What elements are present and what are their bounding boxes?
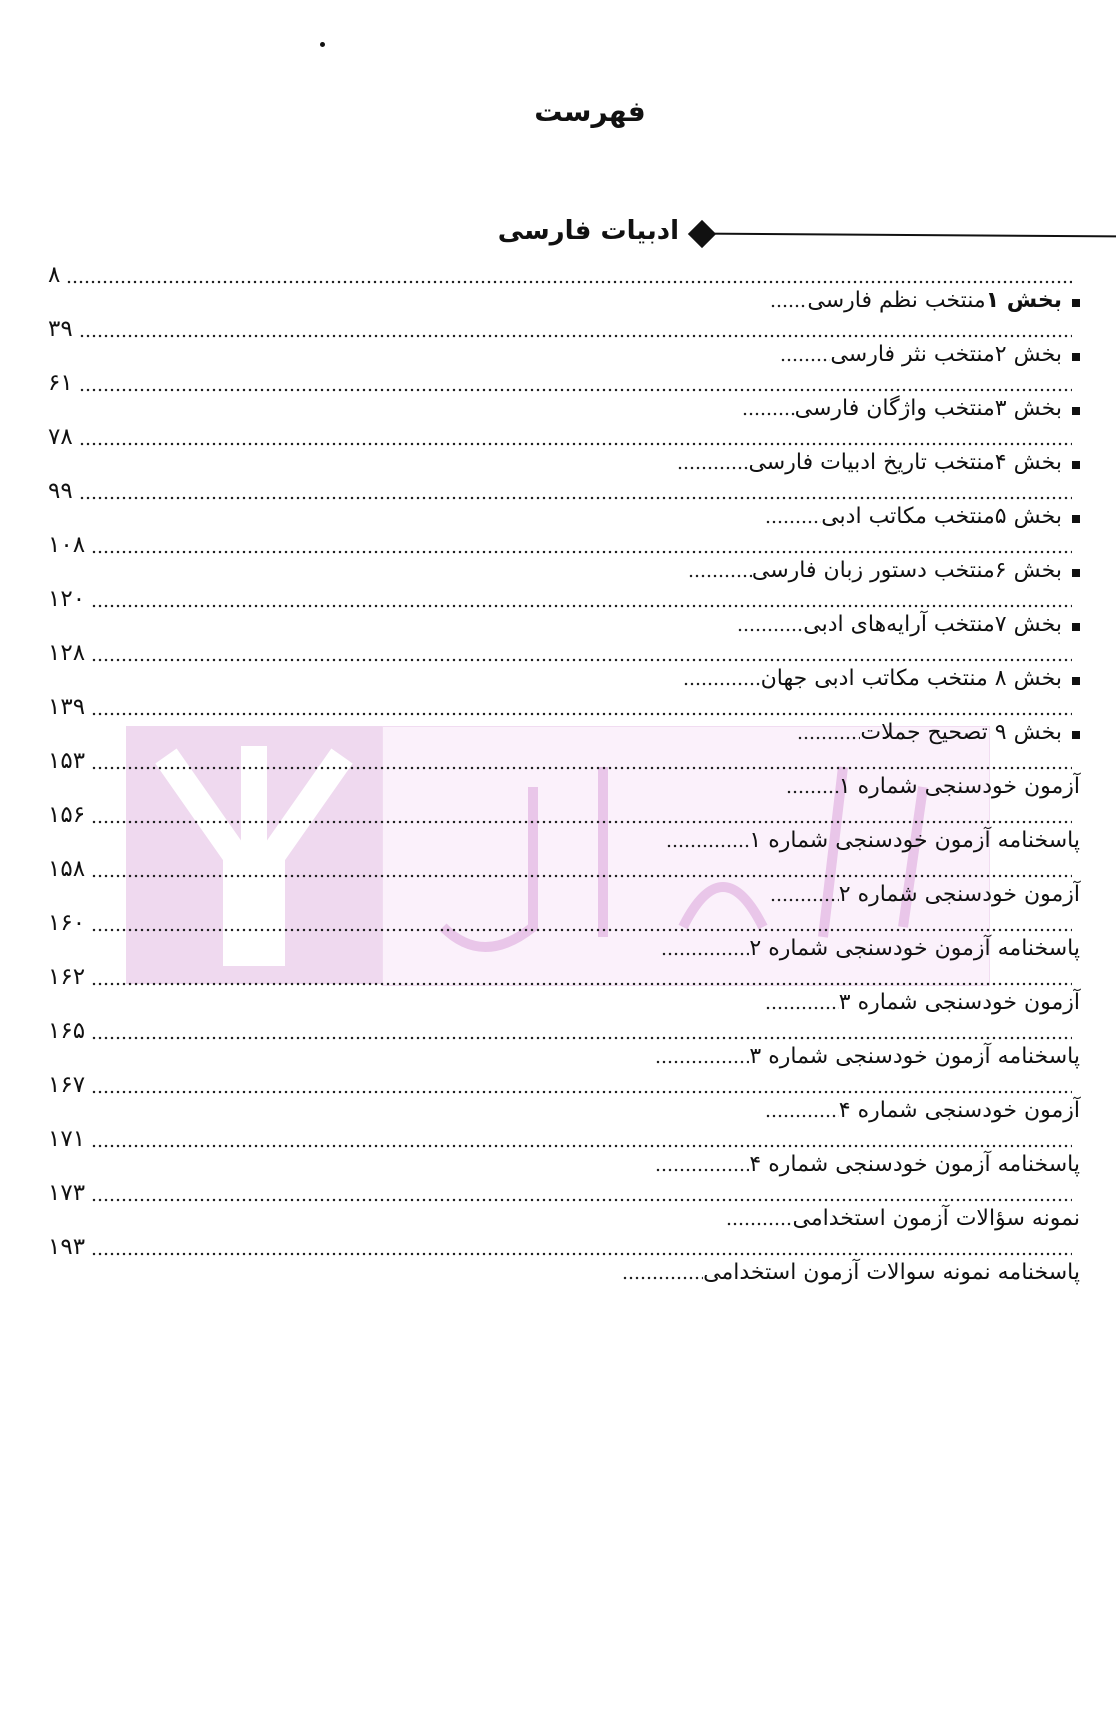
page-number: ۱۶۷ (48, 1072, 86, 1098)
page-number: ۱۲۰ (48, 586, 86, 612)
table-of-contents (0, 262, 1116, 1288)
entry-title (803, 610, 1062, 640)
dot-leader (91, 657, 1072, 663)
entry-title-text: منتخب واژگان فارسی (794, 396, 995, 421)
square-bullet-icon (1072, 731, 1080, 739)
toc-entry[interactable] (0, 802, 1116, 856)
toc-entry[interactable] (0, 424, 1116, 478)
dot-leader (91, 927, 1072, 933)
page-number-line (48, 424, 1072, 450)
toc-entry[interactable] (0, 748, 1116, 802)
dot-leader (79, 495, 1072, 501)
entry-title-line (765, 988, 1080, 1018)
section-rule (708, 233, 1116, 238)
entry-title-line (677, 448, 1080, 478)
square-bullet-icon (1072, 461, 1080, 469)
entry-title (752, 556, 1062, 586)
square-bullet-icon (1072, 299, 1080, 307)
page-number: ۱۷۱ (48, 1126, 86, 1152)
page-number-line (48, 532, 1072, 558)
page-number-line (48, 316, 1072, 342)
dot-leader (780, 357, 830, 363)
page-number: ۶۱ (48, 370, 73, 396)
page-number-line (48, 1234, 1072, 1260)
entry-title-line (742, 394, 1080, 424)
toc-entry[interactable] (0, 694, 1116, 748)
dot-leader (91, 819, 1072, 825)
dot-leader (688, 573, 752, 579)
entry-title-text: پاسخنامه آزمون خودسنجی شماره ۱ (749, 828, 1080, 853)
square-bullet-icon (1072, 407, 1080, 415)
page-number: ۱۶۵ (48, 1018, 86, 1044)
entry-title (761, 664, 1062, 694)
dot-leader (91, 1143, 1072, 1149)
toc-entry[interactable] (0, 910, 1116, 964)
entry-title-text: منتخب آرایه‌های ادبی (803, 612, 995, 637)
dot-leader (91, 603, 1072, 609)
page-number: ۱۰۸ (48, 532, 86, 558)
entry-prefix: بخش ۵ (994, 504, 1062, 529)
page-title: فهرست (534, 95, 646, 128)
page-number-line (48, 586, 1072, 612)
entry-title-line (688, 556, 1080, 586)
entry-title-text: منتخب تاریخ ادبیات فارسی (748, 450, 995, 475)
page-number-line (48, 748, 1072, 774)
entry-title (795, 394, 1062, 424)
toc-entry[interactable] (0, 586, 1116, 640)
entry-title (703, 1258, 1080, 1288)
dot-leader (666, 843, 749, 849)
toc-entry[interactable] (0, 640, 1116, 694)
toc-entry[interactable] (0, 316, 1116, 370)
toc-entry[interactable] (0, 262, 1116, 316)
entry-title-text: منتخب نثر فارسی (830, 342, 995, 367)
toc-entry[interactable] (0, 532, 1116, 586)
diamond-icon (688, 220, 716, 248)
entry-title (748, 448, 1062, 478)
entry-title-line (770, 286, 1080, 316)
entry-title-line (622, 1258, 1080, 1288)
page-number-line (48, 910, 1072, 936)
entry-title-text: پاسخنامه آزمون خودسنجی شماره ۴ (749, 1152, 1080, 1177)
dot-leader (91, 1035, 1072, 1041)
entry-title-line (655, 1042, 1080, 1072)
entry-prefix: بخش ۹ (994, 720, 1062, 745)
entry-title-text: منتخب نظم فارسی (807, 288, 986, 313)
entry-title-line (655, 1150, 1080, 1180)
dot-leader (765, 519, 821, 525)
toc-entry[interactable] (0, 964, 1116, 1018)
dot-leader (91, 981, 1072, 987)
entry-title (793, 1204, 1080, 1234)
dot-leader (79, 441, 1072, 447)
entry-title (749, 826, 1080, 856)
page-number-line (48, 1180, 1072, 1206)
dot-leader (622, 1275, 703, 1281)
entry-title-text: آزمون خودسنجی شماره ۱ (838, 774, 1080, 799)
entry-title-line (661, 934, 1080, 964)
entry-title-line (765, 1096, 1080, 1126)
dot-leader (770, 897, 839, 903)
entry-title (860, 718, 1062, 748)
entry-prefix: بخش ۳ (994, 396, 1062, 421)
page-number: ۱۲۸ (48, 640, 86, 666)
dot-leader (683, 681, 761, 687)
entry-title (807, 286, 1062, 316)
section-header (0, 216, 1116, 256)
entry-title-text: پاسخنامه نمونه سوالات آزمون استخدامی (703, 1260, 1080, 1285)
page-number-line (48, 694, 1072, 720)
toc-entry[interactable] (0, 1126, 1116, 1180)
square-bullet-icon (1072, 623, 1080, 631)
dot-leader (79, 387, 1072, 393)
dot-leader (770, 303, 807, 309)
entry-title (749, 1042, 1080, 1072)
dot-leader (91, 549, 1072, 555)
ink-speck (320, 42, 325, 47)
entry-prefix: بخش ۸ (994, 666, 1062, 691)
entry-title-text: منتخب مکاتب ادبی جهان (760, 666, 995, 691)
page-number: ۸ (48, 262, 61, 288)
entry-title-line (726, 1204, 1080, 1234)
dot-leader (765, 1113, 839, 1119)
entry-title-line (765, 502, 1080, 532)
page-number: ۱۳۹ (48, 694, 86, 720)
dot-leader (66, 279, 1072, 285)
entry-title-line (786, 772, 1080, 802)
page-number-line (48, 1018, 1072, 1044)
entry-title (830, 340, 1062, 370)
entry-title-text: منتخب مکاتب ادبی (821, 504, 995, 529)
dot-leader (661, 951, 749, 957)
page-number-line (48, 856, 1072, 882)
page-number-line (48, 1126, 1072, 1152)
entry-title-text: پاسخنامه آزمون خودسنجی شماره ۲ (749, 936, 1080, 961)
entry-title-text: آزمون خودسنجی شماره ۴ (838, 1098, 1080, 1123)
entry-title-text: نمونه سؤالات آزمون استخدامی (792, 1206, 1080, 1231)
entry-title (749, 934, 1080, 964)
dot-leader (765, 1005, 839, 1011)
dot-leader (91, 1197, 1072, 1203)
page-number: ۱۵۶ (48, 802, 86, 828)
page-number-line (48, 478, 1072, 504)
toc-entry[interactable] (0, 1072, 1116, 1126)
page-number-line (48, 370, 1072, 396)
entry-title-line (666, 826, 1080, 856)
page-number-line (48, 1072, 1072, 1098)
page-number: ۱۵۳ (48, 748, 86, 774)
page-number: ۱۹۳ (48, 1234, 86, 1260)
dot-leader (655, 1059, 749, 1065)
page-number: ۱۷۳ (48, 1180, 86, 1206)
dot-leader (91, 765, 1072, 771)
entry-title (821, 502, 1062, 532)
entry-prefix: بخش ۶ (994, 558, 1062, 583)
entry-prefix: بخش ۷ (994, 612, 1062, 637)
page-number-line (48, 964, 1072, 990)
dot-leader (677, 465, 748, 471)
entry-title-line (797, 718, 1080, 748)
entry-title-text: تصحیح جملات (860, 720, 995, 745)
entry-title (839, 988, 1080, 1018)
entry-title-line (683, 664, 1080, 694)
dot-leader (91, 1251, 1072, 1257)
page-number: ۷۸ (48, 424, 73, 450)
dot-leader (91, 1089, 1072, 1095)
entry-title (839, 880, 1080, 910)
dot-leader (797, 735, 860, 741)
dot-leader (79, 333, 1072, 339)
square-bullet-icon (1072, 353, 1080, 361)
toc-entry[interactable] (0, 1234, 1116, 1288)
entry-title (839, 1096, 1080, 1126)
entry-title-line (780, 340, 1080, 370)
toc-entry[interactable] (0, 370, 1116, 424)
toc-entry[interactable] (0, 856, 1116, 910)
entry-title (749, 1150, 1080, 1180)
toc-entry[interactable] (0, 1180, 1116, 1234)
square-bullet-icon (1072, 515, 1080, 523)
entry-title-line (737, 610, 1080, 640)
entry-title (839, 772, 1080, 802)
entry-prefix: بخش ۲ (994, 342, 1062, 367)
page-number: ۱۵۸ (48, 856, 86, 882)
entry-title-text: آزمون خودسنجی شماره ۳ (838, 990, 1080, 1015)
dot-leader (91, 873, 1072, 879)
page-number: ۹۹ (48, 478, 73, 504)
square-bullet-icon (1072, 677, 1080, 685)
dot-leader (742, 411, 795, 417)
section-heading: ادبیات فارسی (497, 216, 679, 246)
entry-title-text: پاسخنامه آزمون خودسنجی شماره ۳ (749, 1044, 1080, 1069)
dot-leader (91, 711, 1072, 717)
toc-entry[interactable] (0, 478, 1116, 532)
page-number-line (48, 262, 1072, 288)
page-number: ۳۹ (48, 316, 73, 342)
dot-leader (655, 1167, 749, 1173)
entry-title-text: منتخب دستور زبان فارسی (751, 558, 995, 583)
entry-prefix: بخش ۱ (985, 288, 1062, 313)
dot-leader (737, 627, 803, 633)
page-number: ۱۶۰ (48, 910, 86, 936)
dot-leader (786, 789, 839, 795)
entry-title-line (770, 880, 1080, 910)
page-number-line (48, 802, 1072, 828)
entry-title-text: آزمون خودسنجی شماره ۲ (838, 882, 1080, 907)
entry-prefix: بخش ۴ (994, 450, 1062, 475)
square-bullet-icon (1072, 569, 1080, 577)
dot-leader (726, 1221, 793, 1227)
page-number: ۱۶۲ (48, 964, 86, 990)
toc-entry[interactable] (0, 1018, 1116, 1072)
page-number-line (48, 640, 1072, 666)
